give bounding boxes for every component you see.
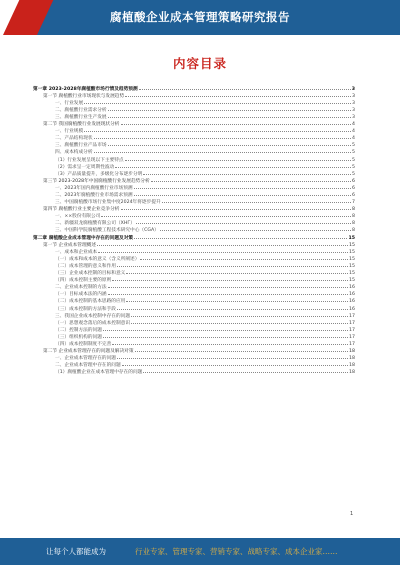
toc-entry-page: 6 bbox=[352, 193, 355, 198]
toc-leader-dots bbox=[108, 291, 348, 296]
toc-leader-dots bbox=[143, 369, 348, 374]
toc-entry[interactable] bbox=[33, 191, 355, 198]
toc-leader-dots bbox=[103, 333, 348, 338]
toc-entry-title: 三、腐植酸行业生产发展 bbox=[55, 114, 107, 120]
toc-entry[interactable] bbox=[33, 156, 355, 163]
toc-entry-page: 7 bbox=[352, 200, 355, 206]
toc-leader-dots bbox=[121, 120, 352, 125]
toc-entry-title: 第二节 企业成本管理存在的问题及解决对策 bbox=[43, 349, 134, 355]
toc-leader-dots bbox=[84, 99, 351, 104]
toc-leader-dots bbox=[94, 149, 352, 154]
toc-entry[interactable] bbox=[33, 319, 355, 326]
toc-entry-page: 4 bbox=[352, 129, 355, 135]
toc-entry[interactable] bbox=[33, 92, 355, 99]
toc-entry-page: 6 bbox=[352, 178, 355, 184]
toc-entry-page: 18 bbox=[349, 356, 355, 362]
toc-leader-dots bbox=[94, 135, 352, 140]
toc-entry-title: 第三节 2023-2028年中国腐植酸行业发展趋势分析 bbox=[43, 178, 150, 184]
toc-leader-dots bbox=[108, 142, 351, 147]
toc-entry-page: 16 bbox=[349, 306, 355, 312]
toc-entry-title: （一）成本和成本的意义（含义所阐述） bbox=[55, 256, 140, 262]
toc-leader-dots bbox=[125, 92, 351, 97]
toc-entry[interactable] bbox=[33, 184, 355, 191]
toc-entry[interactable] bbox=[33, 199, 355, 206]
toc-entry-title: 第一节 企业成本管理概述 bbox=[43, 242, 97, 248]
toc-entry-title: 第一节 腐植酸行业市场现状与发展趋势 bbox=[43, 93, 125, 99]
toc-entry-page: 15 bbox=[349, 256, 355, 262]
toc-entry[interactable] bbox=[33, 149, 355, 156]
toc-entry-page: 15 bbox=[349, 242, 355, 248]
toc-entry-page: 5 bbox=[352, 143, 355, 149]
toc-entry[interactable] bbox=[33, 213, 355, 220]
toc-leader-dots bbox=[97, 241, 348, 246]
toc-entry-title: 三、腐植酸行业产品市场 bbox=[55, 143, 107, 149]
toc-leader-dots bbox=[101, 213, 351, 218]
toc-entry-page: 5 bbox=[352, 150, 355, 156]
toc-entry-title: 三、我国企业成本控制中存在的问题 bbox=[55, 313, 131, 319]
toc-entry[interactable] bbox=[33, 135, 355, 142]
toc-entry-title: （三）企业成本控制的目标和意义 bbox=[55, 271, 126, 277]
toc-leader-dots bbox=[117, 262, 348, 267]
toc-entry-page: 16 bbox=[349, 299, 355, 305]
toc-leader-dots bbox=[126, 269, 348, 274]
toc-entry-title: （三）组织机构的问题 bbox=[55, 334, 102, 340]
toc-entry-title: 一、行业规模 bbox=[55, 129, 84, 135]
toc-leader-dots bbox=[162, 199, 351, 204]
toc-entry[interactable] bbox=[33, 333, 355, 340]
toc-entry-page: 8 bbox=[352, 228, 355, 234]
toc-entry-title: （二）成本控制的基本思路的应用 bbox=[55, 299, 126, 305]
toc-entry[interactable] bbox=[33, 177, 355, 184]
toc-heading: 内容目录 bbox=[172, 56, 227, 71]
toc-entry-page: 4 bbox=[352, 136, 355, 142]
toc-leader-dots bbox=[112, 277, 348, 282]
toc-entry-title: （1）腐植酸企业在成本管理中存在的问题 bbox=[55, 370, 143, 376]
toc-entry-page: 17 bbox=[349, 334, 355, 340]
toc-entry-title: 二、企业成本管理中存在的问题 bbox=[55, 363, 121, 369]
toc-entry-page: 15 bbox=[348, 235, 355, 241]
toc-entry[interactable] bbox=[33, 277, 355, 284]
toc-entry-title: 三、中国科学院腐植酸工程技术研究中心（CGA） bbox=[55, 228, 159, 234]
toc-entry-title: （四）成本控制制度不完善 bbox=[55, 341, 112, 347]
toc-entry[interactable] bbox=[33, 106, 355, 113]
toc-entry[interactable] bbox=[33, 291, 355, 298]
toc-entry[interactable] bbox=[33, 234, 355, 241]
toc-entry[interactable] bbox=[33, 369, 355, 376]
toc-entry-page: 5 bbox=[352, 164, 355, 170]
toc-leader-dots bbox=[117, 305, 348, 310]
toc-entry[interactable] bbox=[33, 128, 355, 135]
footer-slogan: 让每个人都能成为 bbox=[46, 547, 106, 556]
toc-leader-dots bbox=[112, 340, 348, 345]
toc-entry-title: 一、成本和企业成本 bbox=[55, 249, 98, 255]
toc-entry-page: 3 bbox=[352, 93, 355, 99]
toc-entry-page: 15 bbox=[349, 278, 355, 284]
toc-entry-title: （三）成本控制的方法和手段 bbox=[55, 306, 116, 312]
toc-entry-title: 二、腐植酸行业需求分析 bbox=[55, 107, 107, 113]
toc-entry[interactable] bbox=[33, 284, 355, 291]
toc-entry-page: 4 bbox=[352, 122, 355, 128]
toc-leader-dots bbox=[139, 85, 351, 90]
toc-entry[interactable] bbox=[33, 113, 355, 120]
toc-entry-page: 15 bbox=[349, 263, 355, 269]
toc-entry[interactable] bbox=[33, 255, 355, 262]
toc-entry[interactable] bbox=[33, 206, 355, 213]
toc-entry[interactable] bbox=[33, 340, 355, 347]
toc-entry-page: 16 bbox=[349, 285, 355, 291]
toc-entry-title: 二、产品结构现状 bbox=[55, 136, 93, 142]
toc-entry-page: 8 bbox=[352, 221, 355, 227]
toc-leader-dots bbox=[125, 156, 351, 161]
toc-entry[interactable] bbox=[33, 241, 355, 248]
toc-leader-dots bbox=[131, 312, 348, 317]
toc-leader-dots bbox=[103, 326, 348, 331]
toc-leader-dots bbox=[98, 248, 348, 253]
toc-leader-dots bbox=[126, 298, 348, 303]
toc-entry-title: 一、2023年国内腐植酸行业市场预测 bbox=[55, 185, 133, 191]
toc-leader-dots bbox=[121, 206, 352, 211]
toc-entry-page: 18 bbox=[349, 349, 355, 355]
toc-entry[interactable] bbox=[33, 99, 355, 106]
toc-entry-title: 二、企业成本控制的方法 bbox=[55, 285, 107, 291]
toc-entry-title: （1）行业发展呈现以下主要特点 bbox=[55, 157, 124, 163]
toc-leader-dots bbox=[134, 184, 351, 189]
toc-entry-page: 5 bbox=[352, 171, 355, 177]
toc-entry[interactable] bbox=[33, 298, 355, 305]
toc-leader-dots bbox=[134, 234, 347, 239]
toc-entry-title: 一、××股份有限公司 bbox=[55, 214, 101, 220]
toc-leader-dots bbox=[117, 355, 348, 360]
toc-entry[interactable] bbox=[33, 120, 355, 127]
toc-leader-dots bbox=[108, 106, 351, 111]
toc-entry-page: 5 bbox=[352, 157, 355, 163]
table-of-contents bbox=[33, 85, 355, 376]
toc-entry-title: （二）成本管理的意义和作用 bbox=[55, 263, 116, 269]
toc-entry-page: 3 bbox=[352, 100, 355, 106]
toc-leader-dots bbox=[115, 163, 351, 168]
toc-entry-page: 8 bbox=[352, 214, 355, 220]
toc-entry[interactable] bbox=[33, 312, 355, 319]
toc-entry-title: 二、2023年腐植酸行业市场需求预测 bbox=[55, 193, 133, 198]
report-footer-banner bbox=[0, 538, 400, 565]
toc-entry-title: （二）控制方法的问题 bbox=[55, 327, 102, 333]
toc-entry-page: 17 bbox=[349, 313, 355, 319]
toc-entry-page: 3 bbox=[352, 107, 355, 113]
toc-entry-title: 四、成本构成分析 bbox=[55, 150, 93, 156]
toc-entry[interactable] bbox=[33, 142, 355, 149]
page-number: 1 bbox=[350, 511, 354, 517]
toc-entry[interactable] bbox=[33, 326, 355, 333]
toc-entry[interactable] bbox=[33, 305, 355, 312]
toc-entry-title: 第四节 腐植酸行业主要企业竞争分析 bbox=[43, 207, 120, 213]
toc-entry[interactable] bbox=[33, 227, 355, 234]
toc-entry-title: 一、行业发展 bbox=[55, 100, 84, 106]
toc-leader-dots bbox=[84, 128, 351, 133]
toc-leader-dots bbox=[108, 284, 348, 289]
toc-entry[interactable] bbox=[33, 355, 355, 362]
toc-entry-title: 一、企业成本管理存在的问题 bbox=[55, 356, 116, 362]
toc-entry-page: 8 bbox=[352, 207, 355, 213]
toc-entry-title: （2）需求呈一定周期性波动 bbox=[55, 164, 115, 170]
toc-entry[interactable] bbox=[33, 248, 355, 255]
toc-entry-page: 17 bbox=[349, 320, 355, 326]
toc-entry-page: 15 bbox=[349, 249, 355, 255]
report-title: 腐植酸企业成本管理策略研究报告 bbox=[110, 10, 290, 24]
toc-leader-dots bbox=[160, 227, 351, 232]
toc-entry-page: 17 bbox=[349, 327, 355, 333]
toc-entry[interactable] bbox=[33, 220, 355, 227]
toc-leader-dots bbox=[136, 220, 351, 225]
toc-entry[interactable] bbox=[33, 163, 355, 170]
toc-entry-title: （一）思想观念落后的成本控制意识 bbox=[55, 320, 131, 326]
toc-leader-dots bbox=[135, 347, 348, 352]
toc-entry-page: 6 bbox=[352, 185, 355, 191]
toc-entry-page: 15 bbox=[349, 271, 355, 277]
toc-entry-title: （3）产品质量提升，多级化分布逐步分明 bbox=[55, 171, 143, 177]
toc-entry-title: 第一章 2023-2028年腐植酸市场行情及趋势预测 bbox=[33, 86, 138, 92]
footer-tags: 行业专家、管理专家、营销专家、战略专家、成本企业家…… bbox=[135, 547, 338, 556]
toc-leader-dots bbox=[134, 191, 351, 196]
toc-entry-title: 二、新疆双龙腐植酸有限公司（ХНГ） bbox=[55, 221, 135, 227]
toc-leader-dots bbox=[140, 255, 348, 260]
toc-leader-dots bbox=[151, 177, 351, 182]
toc-entry-page: 3 bbox=[351, 86, 355, 92]
toc-entry-page: 16 bbox=[349, 292, 355, 298]
toc-entry[interactable] bbox=[33, 362, 355, 369]
toc-entry-title: 第二章 腐植酸企业成本管理中存在的问题及对策 bbox=[33, 235, 134, 241]
report-header-banner bbox=[0, 0, 400, 35]
toc-entry-title: （四）成本控制主要的原则 bbox=[55, 278, 112, 284]
toc-entry-title: 三、中国腐植酸市场行业集中度2024年将逐步提升 bbox=[55, 200, 161, 206]
toc-entry-page: 3 bbox=[352, 114, 355, 120]
toc-leader-dots bbox=[108, 113, 351, 118]
toc-entry[interactable] bbox=[33, 347, 355, 354]
toc-leader-dots bbox=[143, 170, 351, 175]
toc-entry[interactable] bbox=[33, 269, 355, 276]
toc-entry-page: 18 bbox=[349, 370, 355, 376]
toc-entry-title: 第二节 我国腐植酸行业发展现状分析 bbox=[43, 122, 120, 128]
toc-entry[interactable] bbox=[33, 170, 355, 177]
toc-entry[interactable] bbox=[33, 85, 355, 92]
toc-entry[interactable] bbox=[33, 262, 355, 269]
toc-entry-page: 18 bbox=[349, 363, 355, 369]
toc-entry-page: 17 bbox=[349, 341, 355, 347]
toc-leader-dots bbox=[131, 319, 348, 324]
toc-entry-title: （一）目标成本法的内涵 bbox=[55, 292, 107, 298]
toc-leader-dots bbox=[122, 362, 348, 367]
